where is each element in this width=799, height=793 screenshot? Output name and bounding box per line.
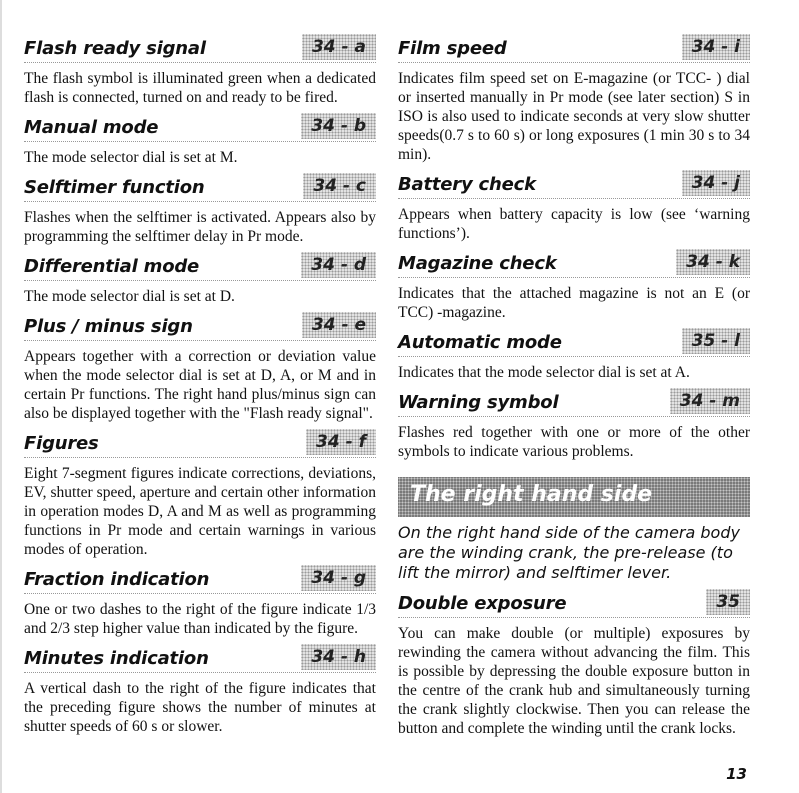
entry-title: Film speed [398, 38, 507, 59]
entry-title: Fraction indication [24, 569, 210, 590]
reference-badge: 34 - m [670, 388, 750, 414]
entry-header [24, 107, 376, 142]
entry-text: One or two dashes to the right of the figure indicate 1/3 and 2/3 step higher value than indicated by the figure. [24, 601, 376, 637]
entry-header [24, 167, 376, 202]
entry-text: The flash symbol is illuminated green when a dedicated flash is connected, turned on and ready to be fired. [24, 70, 376, 106]
entry-selftimer-function [24, 167, 376, 246]
reference-badge: 35 - l [682, 328, 750, 354]
entry-header [24, 306, 376, 341]
entry-text: The mode selector dial is set at D. [24, 288, 235, 305]
entry-text: Indicates that the mode selector dial is set at A. [398, 364, 690, 381]
entry-text: Flashes when the selftimer is activated. Appears also by programming the selftimer delay in Pr mode. [24, 209, 376, 245]
entry-header [398, 382, 750, 417]
entry-text: Indicates film speed set on E-magazine (or TCC- ) dial or inserted manually in Pr mode (see later section) S in ISO is also used to indicate seconds at very slow shutter speeds(0.7 s to 60 s) or long exposures (1 min 30 s to 34 min). [398, 70, 750, 163]
entry-manual-mode [24, 107, 376, 167]
entry-title: Manual mode [24, 117, 159, 138]
entry-header [24, 423, 376, 458]
entry-magazine-check [398, 243, 750, 322]
section-title: The right hand side [410, 482, 653, 507]
section-intro: On the right hand side of the camera body are the winding crank, the pre-release (to lift the mirror) and selftimer lever. [398, 523, 740, 582]
entry-title: Magazine check [398, 253, 557, 274]
reference-badge: 34 - b [301, 113, 376, 139]
entry-battery-check [398, 164, 750, 243]
entry-text: You can make double (or multiple) exposures by rewinding the camera without advancing the film. This is possible by depressing the double exposure button in the centre of the crank hub and simultaneously turning the crank slightly clockwise. Then you can release the button and complete the winding until the crank locks. [398, 625, 750, 737]
entry-title: Selftimer function [24, 177, 205, 198]
entry-text: A vertical dash to the right of the figure indicates that the preceding figure shows the number of minutes at shutter speeds of 60 s or slower. [24, 680, 376, 735]
entry-differential-mode [24, 246, 376, 306]
entry-header [24, 246, 376, 281]
entry-title: Double exposure [398, 593, 567, 614]
entry-title: Battery check [398, 174, 536, 195]
reference-badge: 34 - h [301, 644, 376, 670]
entry-header [24, 559, 376, 594]
entry-header [398, 243, 750, 278]
reference-badge: 34 - g [301, 565, 376, 591]
entry-film-speed [398, 28, 750, 164]
entry-title: Minutes indication [24, 648, 209, 669]
entry-header [24, 28, 376, 63]
reference-badge: 34 - j [682, 170, 750, 196]
entry-header [398, 322, 750, 357]
entry-title: Automatic mode [398, 332, 562, 353]
entry-double-exposure [398, 583, 750, 738]
entry-header [398, 583, 750, 618]
reference-badge: 34 - e [302, 312, 376, 338]
entry-automatic-mode [398, 322, 750, 382]
reference-badge: 34 - a [302, 34, 376, 60]
entry-text: Eight 7-segment figures indicate corrections, deviations, EV, shutter speed, aperture and certain other information in operation modes D, A and M as well as programming functions in Pr mode and certain warnings in various modes of operation. [24, 465, 376, 558]
entry-header [24, 638, 376, 673]
entry-title: Flash ready signal [24, 38, 206, 59]
entry-title: Figures [24, 433, 99, 454]
entry-minutes-indication [24, 638, 376, 736]
entry-flash-ready-signal [24, 28, 376, 107]
page-edge [0, 0, 2, 793]
entry-header [398, 28, 750, 63]
reference-badge: 34 - i [682, 34, 750, 60]
entry-plus-minus-sign [24, 306, 376, 423]
entry-fraction-indication [24, 559, 376, 638]
entry-text: Indicates that the attached magazine is not an E (or TCC) -magazine. [398, 285, 750, 321]
reference-badge: 34 - f [306, 429, 376, 455]
reference-badge: 34 - c [303, 173, 376, 199]
entry-figures [24, 423, 376, 559]
entry-title: Differential mode [24, 256, 200, 277]
entry-text: Flashes red together with one or more of the other symbols to indicate various problems. [398, 424, 750, 460]
entry-text: Appears together with a correction or deviation value when the mode selector dial is set at D, A, or M and in certain Pr functions. The right hand plus/minus sign can also be displayed together with the "Flash ready signal". [24, 348, 376, 422]
entry-header [398, 164, 750, 199]
reference-badge: 34 - d [301, 252, 376, 278]
reference-badge: 35 [706, 589, 750, 615]
entry-text: The mode selector dial is set at M. [24, 149, 238, 166]
entry-title: Plus / minus sign [24, 316, 193, 337]
section-banner [398, 477, 750, 517]
left-column [24, 28, 376, 736]
page-number: 13 [726, 765, 747, 783]
right-column [398, 28, 750, 738]
reference-badge: 34 - k [676, 249, 750, 275]
entry-title: Warning symbol [398, 392, 559, 413]
entry-warning-symbol [398, 382, 750, 461]
entry-text: Appears when battery capacity is low (see ‘warning functions’). [398, 206, 750, 242]
